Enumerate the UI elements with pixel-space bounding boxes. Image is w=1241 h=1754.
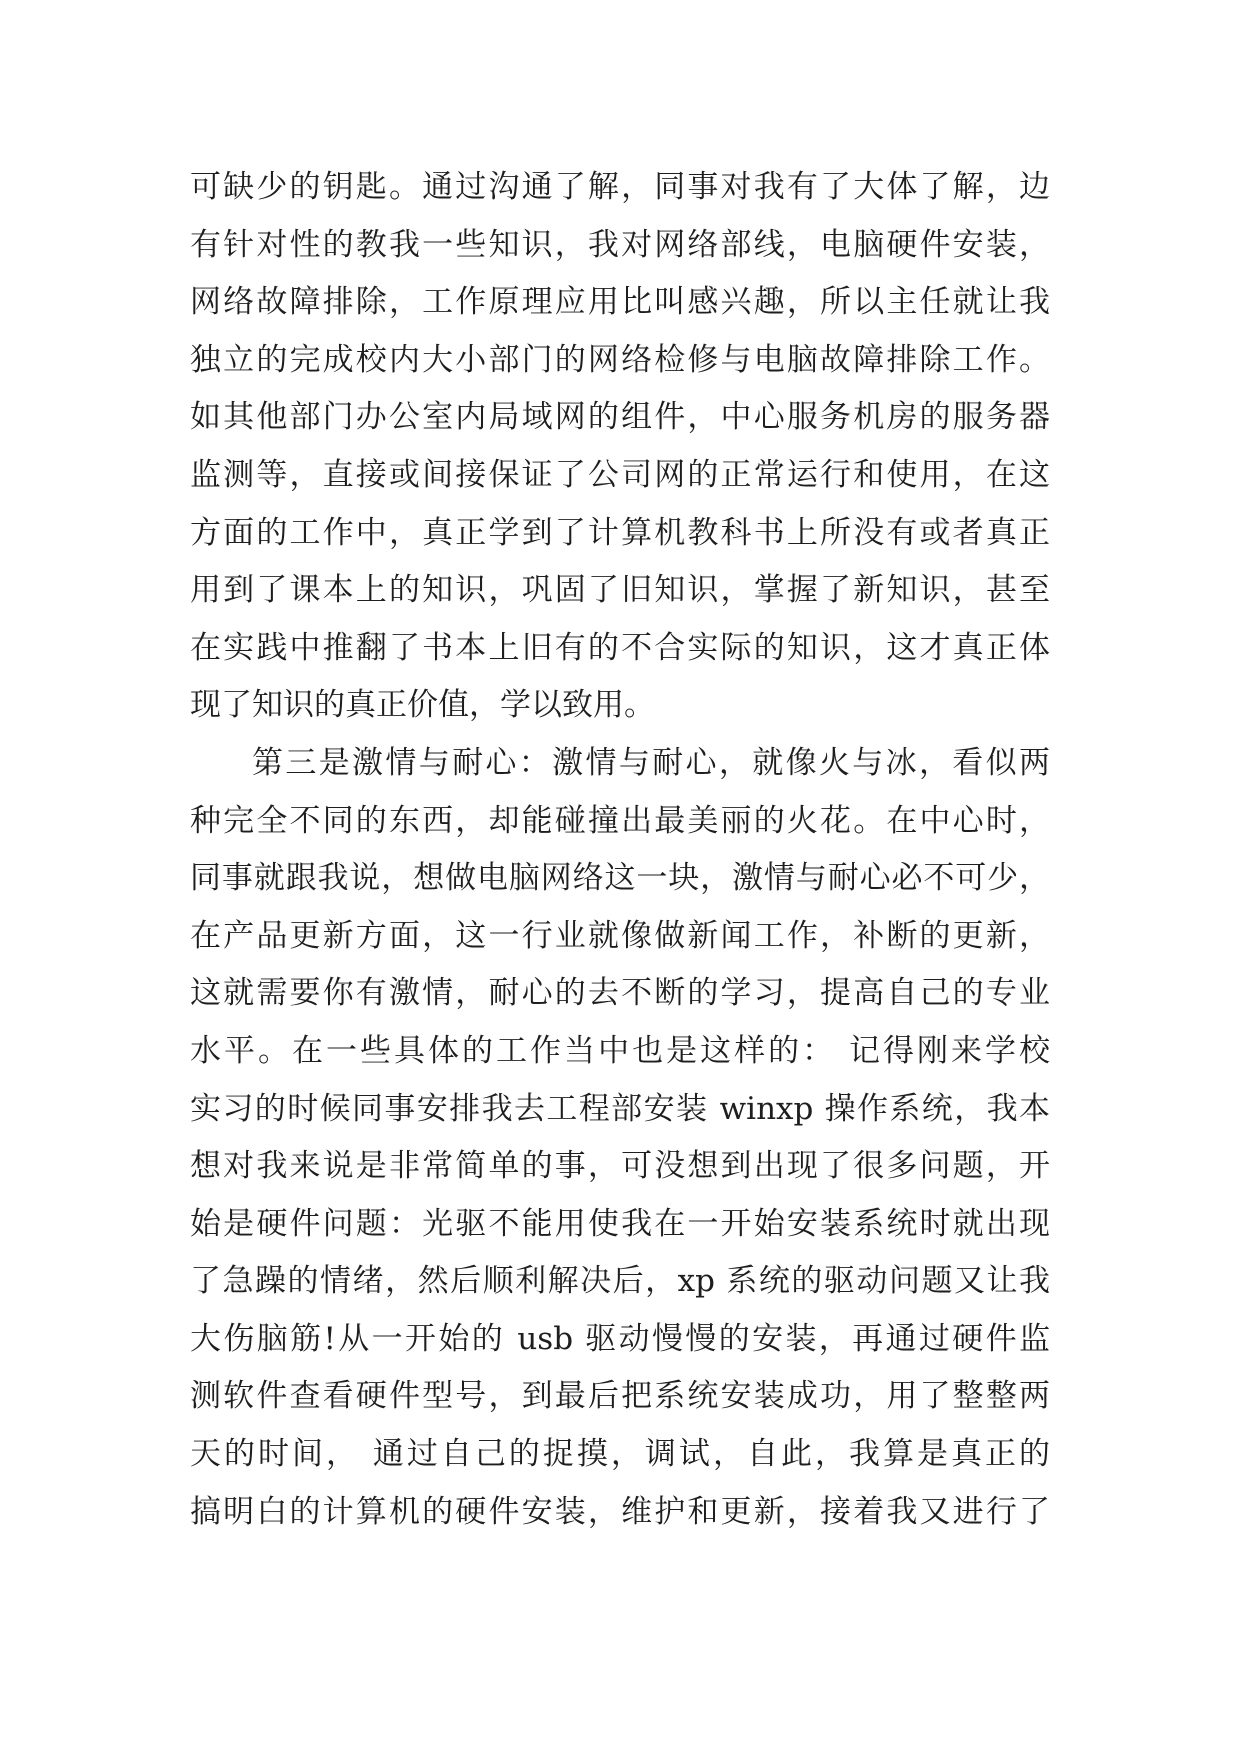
text-line: 水平。在一些具体的工作当中也是这样的： 记得刚来学校 [190, 1032, 1050, 1069]
text-line: 在实践中推翻了书本上旧有的不合实际的知识，这才真正体 [190, 629, 1050, 666]
text-line: 测软件查看硬件型号，到最后把系统安装成功，用了整整两 [190, 1378, 1050, 1415]
text-line: 现了知识的真正价值，学以致用。 [190, 687, 655, 724]
text-line: 同事就跟我说，想做电脑网络这一块，激情与耐心必不可少， [190, 860, 1050, 897]
text-line: 这就需要你有激情，耐心的去不断的学习，提高自己的专业 [190, 975, 1050, 1012]
text-line: 始是硬件问题：光驱不能用使我在一开始安装系统时就出现 [190, 1205, 1050, 1242]
text-line: 想对我来说是非常简单的事，可没想到出现了很多问题，开 [190, 1148, 1050, 1185]
text-line: 网络故障排除，工作原理应用比叫感兴趣，所以主任就让我 [190, 284, 1050, 321]
paragraph-2 [190, 735, 1050, 1541]
text-line: 有针对性的教我一些知识，我对网络部线，电脑硬件安装， [190, 226, 1050, 263]
paragraph-1 [190, 159, 1050, 735]
text-line: 可缺少的钥匙。通过沟通了解，同事对我有了大体了解，边 [190, 169, 1050, 205]
body-text [190, 159, 1050, 1541]
text-line: 用到了课本上的知识，巩固了旧知识，掌握了新知识，甚至 [190, 572, 1050, 609]
text-line: 天的时间， 通过自己的捉摸，调试，自此，我算是真正的 [190, 1436, 1050, 1473]
text-line: 独立的完成校内大小部门的网络检修与电脑故障排除工作。 [190, 341, 1050, 378]
text-line: 实习的时候同事安排我去工程部安装 winxp 操作系统，我本 [190, 1090, 1050, 1127]
text-line: 大伤脑筋!从一开始的 usb 驱动慢慢的安装，再通过硬件监 [190, 1320, 1050, 1357]
text-line: 方面的工作中，真正学到了计算机教科书上所没有或者真正 [190, 514, 1050, 551]
text-line: 监测等，直接或间接保证了公司网的正常运行和使用，在这 [190, 456, 1050, 493]
text-line: 第三是激情与耐心：激情与耐心，就像火与冰，看似两 [252, 744, 1050, 781]
text-line: 种完全不同的东西，却能碰撞出最美丽的火花。在中心时， [190, 802, 1050, 839]
text-line: 了急躁的情绪，然后顺利解决后，xp 系统的驱动问题又让我 [190, 1263, 1050, 1300]
text-line: 在产品更新方面，这一行业就像做新闻工作，补断的更新， [190, 917, 1050, 954]
text-line: 搞明白的计算机的硬件安装，维护和更新，接着我又进行了 [190, 1493, 1050, 1530]
text-line: 如其他部门办公室内局域网的组件，中心服务机房的服务器 [190, 399, 1050, 436]
